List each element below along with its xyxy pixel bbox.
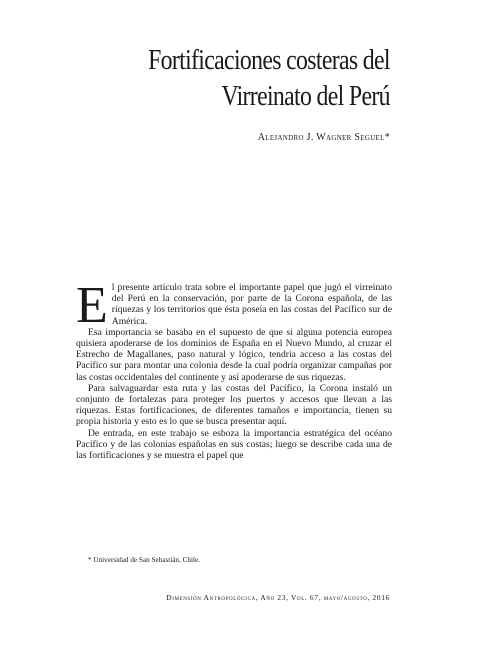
author-name: Alejandro J. Wagner Seguel* — [257, 132, 390, 143]
paragraph-1 — [76, 277, 392, 334]
title-line-1: Fortificaciones costeras del — [148, 44, 390, 76]
article-title — [148, 42, 390, 114]
paragraph-3: Para salvaguardar esta ruta y las costas del Pacífico, la Corona instaló un conjunto de fortalezas para proteger los puertos y accesos que llevan a las riquezas. Estas fortificaciones, de diferentes tamaños e importancia, tienen su propia historia y esto es lo que se busca presentar aquí. — [76, 382, 392, 428]
paragraph-1-text: l presente artículo trata sobre el importante papel que jugó el virreinato del Perú en la conservación, por parte de la Corona española, de las riquezas y los territorios que ésta poseía en las costas del Pacífico sur de América. — [111, 282, 392, 327]
drop-cap: E — [76, 277, 108, 334]
paragraph-2: Esa importancia se basaba en el supuesto de que si alguna potencia europea quisiera apoderarse de los dominios de España en el Nuevo Mundo, al cruzar el Estrecho de Magallanes, paso natural y lógico, tendría acceso a las costas del Pacífico sur para montar una colonia desde la cual podría organizar campañas por las costas occidentales del continente y así apoderarse de sus riquezas. — [76, 326, 392, 383]
title-line-2: Virreinato del Perú — [221, 80, 390, 112]
paragraph-4: De entrada, en este trabajo se esboza la importancia estratégica del océano Pacífico y de las colonias españolas en sus costas; luego se describe cada una de las fortificaciones y se muestra el papel que — [76, 427, 392, 462]
article-body — [76, 277, 392, 462]
journal-footer: Dimensión Antropológica, Año 23, Vol. 67, mayo/agosto, 2016 — [166, 593, 390, 602]
author-affiliation-footnote: * Universidad de San Sebastián, Chile. — [88, 556, 200, 564]
